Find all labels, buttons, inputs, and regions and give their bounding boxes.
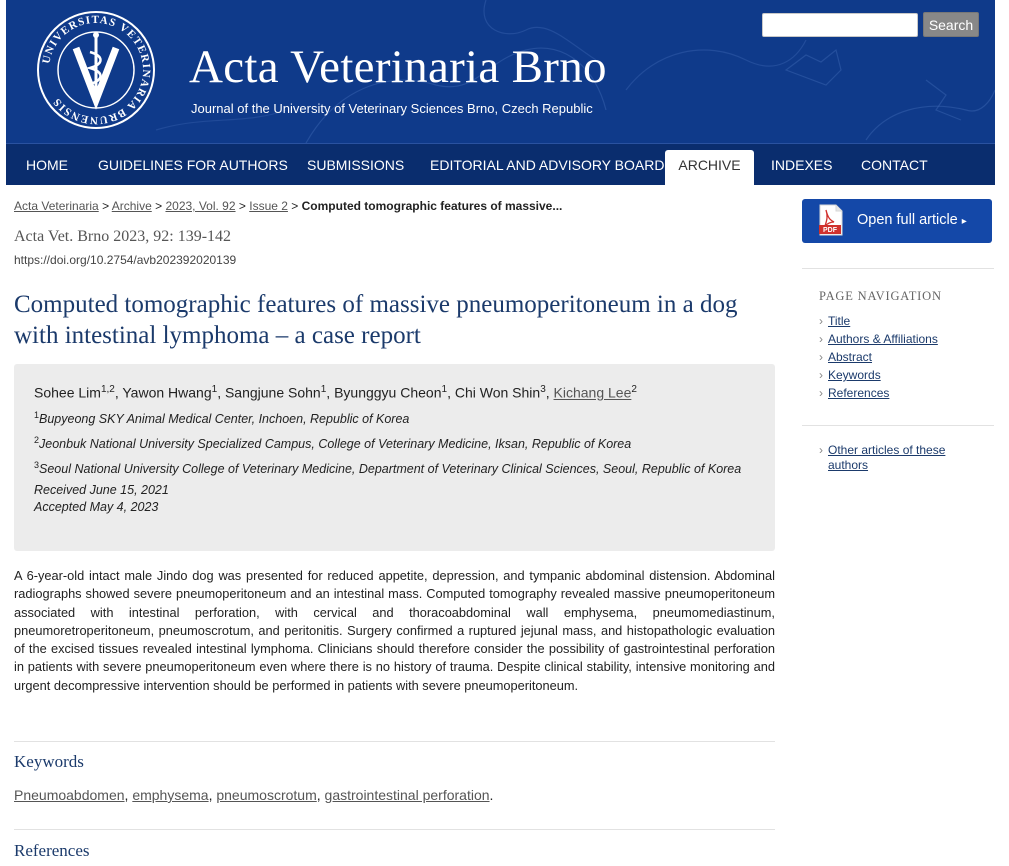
breadcrumb	[14, 199, 562, 213]
page-navigation-list	[819, 312, 938, 402]
other-articles-link[interactable]: Other articles of these authors	[828, 443, 946, 472]
page-nav-link-keywords[interactable]: Keywords	[828, 368, 881, 382]
author-name: Byunggyu Cheon	[334, 384, 442, 401]
nav-item-editorial-board[interactable]: EDITORIAL AND ADVISORY BOARD	[430, 157, 665, 173]
nav-item-archive[interactable]: ARCHIVE	[665, 150, 754, 186]
author-affiliation-number: 1,2	[100, 384, 115, 395]
article-dates	[34, 482, 755, 516]
affiliation-text: Seoul National University College of Veterinary Medicine, Department of Veterinary Clinical Sciences, Seoul, Republic of Korea	[39, 462, 742, 477]
breadcrumb-link-archive[interactable]: Archive	[111, 199, 152, 213]
pdf-icon-label: PDF	[823, 227, 837, 235]
authors-affiliations-box	[14, 364, 775, 551]
author-affiliation-number: 2	[631, 384, 637, 395]
nav-item-guidelines[interactable]: GUIDELINES FOR AUTHORS	[98, 157, 288, 173]
open-full-article-label: Open full article ▸	[857, 212, 967, 228]
site-title[interactable]: Acta Veterinaria Brno	[189, 41, 607, 93]
breadcrumb-current: Computed tomographic features of massive...	[301, 199, 563, 213]
affiliation-text: Bupyeong SKY Animal Medical Center, Inchoen, Republic of Korea	[39, 411, 410, 426]
nav-item-indexes[interactable]: INDEXES	[771, 157, 833, 173]
keyword-link[interactable]: pneumoscrotum	[216, 787, 317, 803]
search-input[interactable]	[762, 13, 918, 37]
page-nav-item	[819, 330, 938, 348]
author-list: Sohee Lim$^{1,2}$, Yawon Hwang$^1$, Sangjune Sohn$^1$, Byunggyu Cheon$^1$, Chi Won Shin$^3$, Kichang Lee$^2$	[34, 384, 637, 401]
keyword-link[interactable]: emphysema	[132, 787, 209, 803]
keyword-link[interactable]: gastrointestinal perforation	[324, 787, 490, 803]
chevron-right-icon: ▸	[961, 216, 967, 227]
page-nav-link-references[interactable]: References	[828, 386, 890, 400]
search-button[interactable]: Search	[923, 12, 979, 37]
section-divider	[14, 741, 775, 742]
page-nav-item	[819, 312, 938, 330]
affiliation-text: Jeonbuk National University Specialized Campus, College of Veterinary Medicine, Iksan, Republic of Korea	[39, 436, 632, 451]
keyword-link[interactable]: Pneumoabdomen	[14, 787, 125, 803]
breadcrumb-link-home[interactable]: Acta Veterinaria	[14, 199, 99, 213]
author-name: Sangjune Sohn	[224, 384, 321, 401]
abstract-text: A 6-year-old intact male Jindo dog was presented for reduced appetite, depression, and tympanic abdominal distension. Abdominal radiographs showed severe pneumoperitoneum and an intestinal mass. Computed tomography revealed massive pneumoperitoneum associated with intestinal perforation, with cervical and thoracoabdominal wall emphysema, pneumomediastinum, pneumoretroperitoneum, pneumoscrotum, and peritonitis. Surgery confirmed a ruptured jejunal mass, and histopathologic evaluation of the excised tissues revealed intestinal lymphoma. Clinicians should therefore consider the possibility of gastrointestinal perforation in patients with severe pneumoperitoneum even where there is no history of trauma. Despite clinical stability, intensive monitoring and urgent decompressive intervention should be performed in patients with severe pneumoperitoneum.	[14, 568, 775, 693]
open-full-article-button[interactable]	[802, 199, 992, 243]
page-nav-item	[819, 384, 938, 402]
page-nav-link-authors[interactable]: Authors & Affiliations	[828, 332, 938, 346]
university-seal-logo	[34, 8, 158, 132]
references-heading: References	[14, 841, 90, 860]
accepted-date: Accepted May 4, 2023	[34, 500, 159, 515]
breadcrumb-separator: >	[291, 199, 299, 213]
page-nav-link-abstract[interactable]: Abstract	[828, 350, 873, 364]
svg-text:UNIVERSITAS VETERINARIA BRUNEN: UNIVERSITAS VETERINARIA BRUNENSIS	[40, 13, 153, 127]
page-navigation-title: PAGE NAVIGATION	[819, 289, 942, 303]
article-citation: Acta Vet. Brno 2023, 92: 139-142	[14, 228, 232, 245]
breadcrumb-separator: >	[155, 199, 163, 213]
article-doi: https://doi.org/10.2754/avb202392020139	[14, 253, 237, 267]
sidebar-divider	[802, 425, 994, 426]
received-date: Received June 15, 2021	[34, 483, 169, 498]
nav-item-contact[interactable]: CONTACT	[861, 157, 928, 173]
keyword-list: Pneumoabdomen, emphysema, pneumoscrotum, gastrointestinal perforation.	[14, 787, 494, 803]
page-nav-item	[819, 348, 938, 366]
site-subtitle: Journal of the University of Veterinary Sciences Brno, Czech Republic	[191, 101, 593, 116]
nav-item-submissions[interactable]: SUBMISSIONS	[307, 157, 405, 173]
pdf-icon	[818, 204, 844, 236]
breadcrumb-link-issue[interactable]: Issue 2	[249, 199, 288, 213]
affiliation-2	[34, 432, 755, 452]
author-affiliation-number: 1	[441, 384, 448, 395]
breadcrumb-separator: >	[238, 199, 246, 213]
author-affiliation-number: 1	[320, 384, 327, 395]
main-navigation	[6, 143, 995, 185]
keywords-end: .	[489, 787, 494, 803]
other-articles-list	[819, 443, 969, 473]
article-title: Computed tomographic features of massive pneumoperitoneum in a dog with intestinal lymphoma – a case report	[14, 291, 738, 349]
affiliation-3	[34, 457, 755, 477]
sidebar-divider	[802, 268, 994, 269]
affiliation-number: 2	[34, 434, 40, 445]
author-name: Chi Won Shin	[454, 384, 541, 401]
breadcrumb-link-volume[interactable]: 2023, Vol. 92	[165, 199, 236, 213]
nav-item-home[interactable]: HOME	[26, 157, 68, 173]
author-name: Yawon Hwang	[122, 384, 212, 401]
breadcrumb-separator: >	[102, 199, 110, 213]
affiliation-1	[34, 407, 755, 427]
author-affiliation-number: 1	[211, 384, 218, 395]
affiliation-number: 3	[34, 459, 40, 470]
keywords-heading: Keywords	[14, 752, 84, 771]
author-name: Sohee Lim	[34, 384, 101, 401]
section-divider	[14, 829, 775, 830]
page-nav-item	[819, 366, 938, 384]
site-header	[6, 0, 995, 143]
author-link-kichang-lee[interactable]: Kichang Lee	[553, 384, 632, 401]
affiliation-number: 1	[34, 409, 40, 420]
other-articles-item	[819, 443, 969, 473]
page-nav-link-title[interactable]: Title	[828, 314, 851, 328]
author-affiliation-number: 3	[540, 384, 546, 395]
